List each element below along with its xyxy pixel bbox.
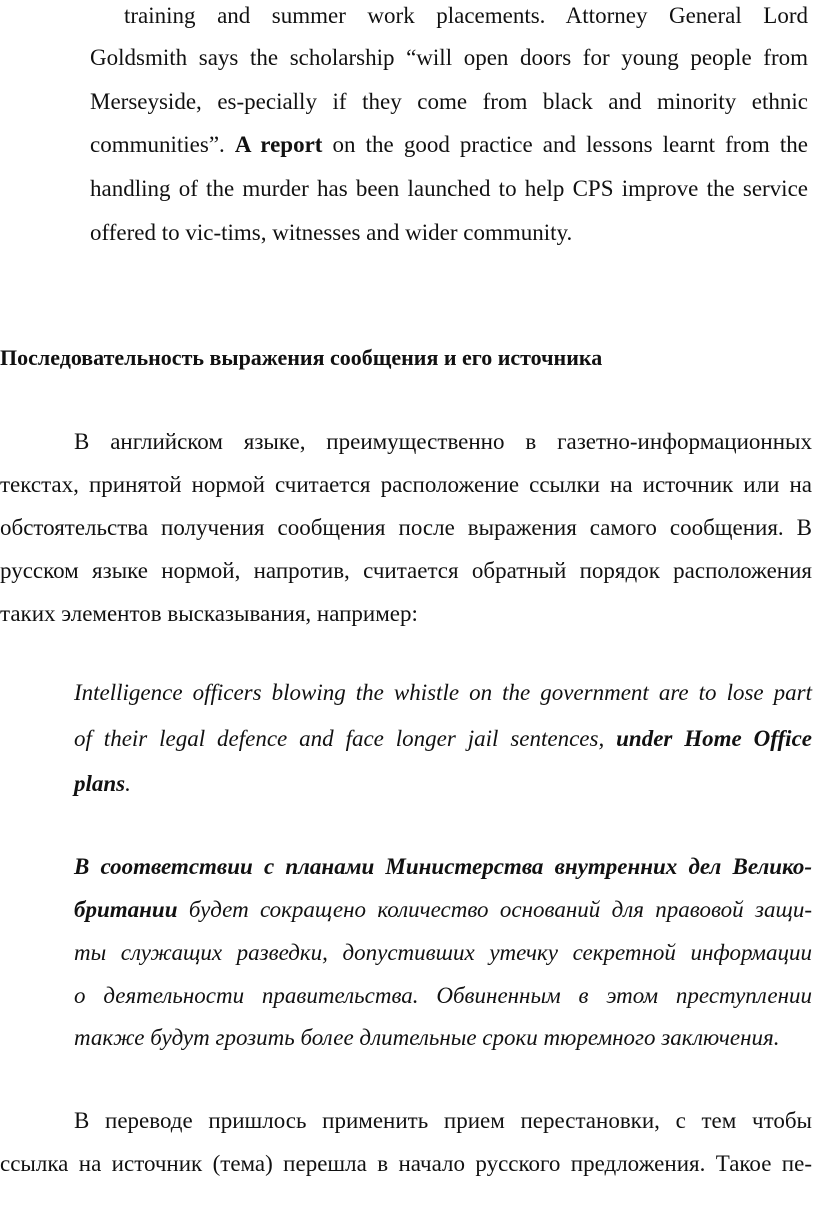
text-line: В английском языке, преимущественно в газетно-информационных <box>74 429 812 454</box>
section-heading: Последовательность выражения сообщения и его источника <box>0 345 603 370</box>
text-line: ты служащих разведки, допустивших утечку секретной информации <box>74 940 812 965</box>
text-line: Intelligence officers blowing the whistle on the government are to lose part <box>74 680 812 705</box>
text-span: of their legal defence and face longer jail sentences, <box>74 726 617 751</box>
text-line: также будут грозить более длительные сроки тюремного заключения. <box>74 1025 780 1050</box>
text-line: таких элементов высказывания, например: <box>0 601 418 626</box>
text-line: Goldsmith says the scholarship “will open doors for young people from <box>90 45 808 70</box>
text-line <box>74 725 812 781</box>
text-span: будет сокращено количество оснований для правовой защи- <box>177 897 812 922</box>
text-line: Merseyside, es-pecially if they come from black and minority ethnic <box>90 89 808 114</box>
text-line: русском языке нормой, напротив, считается обратный порядок расположения <box>0 558 812 583</box>
text-span: on the good practice and lessons learnt from the <box>322 132 808 157</box>
text-line: ссылка на источник (тема) перешла в начало русского предложения. Такое пе- <box>0 1151 812 1176</box>
text-line: offered to vic-tims, witnesses and wider community. <box>90 220 573 245</box>
text-line: handling of the murder has been launched to help CPS improve the service <box>90 176 808 201</box>
text-line: о деятельности правительства. Обвиненным в этом преступлении <box>74 983 812 1008</box>
source-highlight: plans <box>74 771 126 796</box>
text-line: В соответствии с планами Министерства внутренних дел Велико- <box>74 854 812 879</box>
source-highlight: under Home Office <box>616 726 812 751</box>
text-line: обстоятельства получения сообщения после выражения самого сообщения. В <box>0 515 812 540</box>
text-line: training and summer work placements. Attorney General Lord <box>124 3 808 28</box>
text-line: текстах, принятой нормой считается расположение ссылки на источник или на <box>0 472 812 497</box>
text-line: В переводе пришлось применить прием перестановки, с тем чтобы <box>74 1108 812 1133</box>
report-link-text: A report <box>234 132 323 157</box>
text-span: . <box>125 771 131 796</box>
text-span: communities”. <box>90 132 235 157</box>
source-highlight: британии <box>74 897 178 922</box>
text-line <box>74 770 131 798</box>
